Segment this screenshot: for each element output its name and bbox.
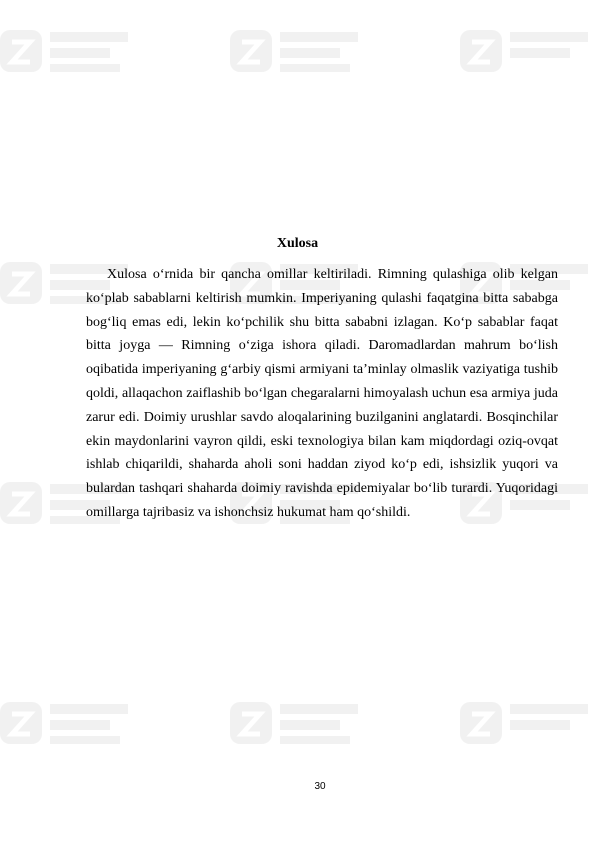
watermark-logo-icon [450,18,595,92]
page-title: Xulosa [276,236,319,251]
watermark-logo-icon [450,690,595,764]
watermark-logo-icon [0,690,140,764]
watermark-logo-icon [220,18,370,92]
watermark-logo-icon [220,690,370,764]
page-number: 30 [314,781,326,792]
watermark-logo-icon [0,18,140,92]
body-paragraph: Xulosa oʻrnida bir qancha omillar keltiriladi. Rimning qulashiga olib kelgan koʻplab sabablarni keltirish mumkin. Imperiyaning qulashi faqatgina bitta sababga bogʻliq emas edi, lekin koʻpchilik shu bitta sababni izlagan. Koʻp sabablar faqat bitta joyga — Rimning oʻziga ishora qiladi. Daromadlardan mahrum boʻlish oqibatida imperiyaning gʻarbiy qismi armiyani taʼminlay olmaslik vaziyatiga tushib qoldi, allaqachon zaiflashib boʻlgan chegaralarni himoyalash uchun esa armiya juda zarur edi. Doimiy urushlar savdo aloqalarining buzilganini anglatardi. Bosqinchilar ekin maydonlarini vayron qildi, eski texnologiya bilan kam miqdordagi oziq-ovqat ishlab chiqarildi, shaharda aholi soni haddan ziyod koʻp edi, ishsizlik yuqori va bulardan tashqari shaharda doimiy ravishda epidemiyalar boʻlib turardi. Yuqoridagi omillarga tajribasiz va ishonchsiz hukumat ham qoʻshildi. [86,267,558,520]
